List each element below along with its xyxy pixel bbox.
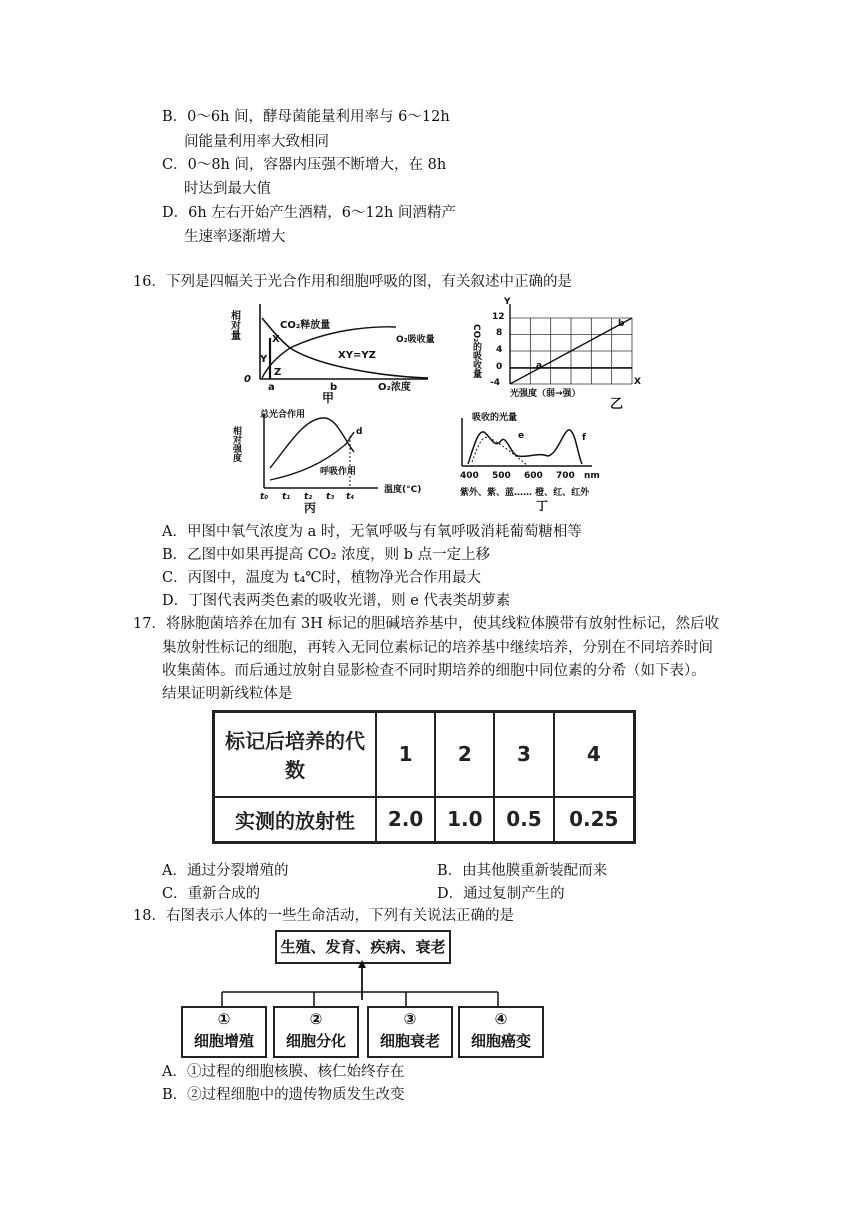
q18-connectors [170, 960, 550, 1010]
box-canceration [458, 1006, 544, 1058]
yi-ytick-12: 12 [492, 312, 505, 322]
fig-jia-ylabel: 相对量 [228, 310, 240, 340]
bing-total-label: 总光合作用 [260, 410, 306, 420]
bing-t3: t₃ [326, 492, 335, 502]
bing-t0: t₀ [260, 492, 269, 502]
box-proliferation [181, 1006, 267, 1058]
yi-ytick-neg4: -4 [490, 378, 500, 388]
q17-option-b: B．由其他膜重新装配而来 [437, 863, 608, 879]
yi-y-axis: Y [504, 297, 511, 307]
radioactivity-table [212, 710, 636, 844]
q15-option-c-line2: 时达到最大值 [184, 181, 271, 197]
q15-option-b-line1: B．0～6h 间，酵母菌能量利用率与 6～12h [162, 109, 450, 125]
table-row1-head: 标记后培养的代数 [214, 712, 377, 797]
bing-pt-d: d [356, 427, 363, 437]
box-num: ④ [494, 1010, 508, 1028]
tick-a: a [268, 382, 275, 393]
bing-t4: t₄ [346, 492, 355, 502]
q15-option-d-line2: 生速率逐渐增大 [184, 229, 286, 245]
q15-option-d-line1: D．6h 左右开始产生酒精，6～12h 间酒精产 [162, 205, 456, 221]
bing-t1: t₁ [282, 492, 291, 502]
q17-option-c: C．重新合成的 [162, 886, 261, 902]
ding-pt-f: f [582, 433, 586, 443]
box-senescence [367, 1006, 453, 1058]
yi-xlabel: 光强度（弱→强） [510, 389, 581, 399]
table-cell: 3 [494, 712, 553, 797]
ding-xtick-500: 500 [492, 471, 511, 481]
ding-xtick-700: 700 [556, 471, 575, 481]
fig-jia [229, 304, 435, 405]
q16-option-b: B．乙图中如果再提高 CO₂ 浓度，则 b 点一定上移 [162, 547, 491, 563]
q17-option-a: A．通过分裂增殖的 [162, 863, 289, 879]
q17-stem-1: 17．将脉胞菌培养在加有 3H 标记的胆碱培养基中，使其线粒体膜带有放射性标记，然后收 [133, 616, 720, 632]
q16-figures [228, 296, 658, 514]
co2-label: CO₂释放量 [280, 320, 331, 331]
ding-xtick-nm: nm [584, 471, 600, 481]
o2-uptake-curve [262, 327, 396, 378]
table-row [214, 797, 635, 843]
q17-stem-3: 收集菌体。而后通过放射自显影检查不同时期培养的细胞中同位素的分希（如下表）。 [162, 663, 706, 679]
table-cell: 1 [376, 712, 435, 797]
tick-b: b [330, 382, 338, 393]
fig-yi [471, 297, 641, 412]
ding-xtick-600: 600 [524, 471, 543, 481]
q18-option-a: A．①过程的细胞核膜、核仁始终存在 [162, 1064, 405, 1080]
table-row [214, 712, 635, 797]
table-cell: 4 [554, 712, 635, 797]
q17-stem-2: 集放射性标记的细胞，再转入无同位素标记的培养基中继续培养，分别在不同培养时间 [162, 640, 713, 656]
bing-resp-label: 呼吸作用 [320, 467, 357, 477]
pt-z: Z [274, 367, 282, 378]
box-num: ① [217, 1010, 231, 1028]
ding-curve-f [468, 430, 582, 464]
box-differentiation [273, 1006, 359, 1058]
table-cell: 0.5 [494, 797, 553, 843]
q16-option-a: A．甲图中氧气浓度为 a 时，无氧呼吸与有氧呼吸消耗葡萄糖相等 [162, 524, 582, 540]
box-num: ③ [403, 1010, 417, 1028]
yi-pt-a: a [536, 361, 543, 371]
box-label: 细胞衰老 [379, 1032, 440, 1050]
yi-pt-b: b [618, 319, 625, 329]
q16-option-c: C．丙图中，温度为 t₄℃时，植物净光合作用最大 [162, 570, 482, 586]
x-label: O₂浓度 [378, 382, 411, 393]
box-label: 细胞癌变 [470, 1032, 531, 1050]
ding-spectrum: 紫外、紫、蓝…… 橙、红、红外 [460, 488, 590, 498]
yi-ytick-0: 0 [496, 362, 503, 372]
caption-ding: 丁 [536, 499, 549, 513]
box-label: 细胞分化 [285, 1032, 346, 1050]
bing-t2: t₂ [304, 492, 313, 502]
table-cell: 1.0 [435, 797, 494, 843]
box-label: 细胞增殖 [193, 1032, 254, 1050]
q18-option-b: B．②过程细胞中的遗传物质发生改变 [162, 1087, 405, 1103]
q17-stem-4: 结果证明新线粒体是 [162, 686, 293, 702]
caption-bing: 丙 [304, 501, 317, 514]
q15-option-b-line2: 间能量利用率大致相同 [184, 134, 329, 150]
total-photosynthesis-curve [270, 418, 354, 468]
table-cell: 2.0 [376, 797, 435, 843]
ding-pt-e: e [518, 431, 525, 441]
ding-title: 吸收的光量 [472, 413, 518, 423]
yi-ytick-8: 8 [496, 328, 503, 338]
q15-option-c-line1: C．0～8h 间，容器内压强不断增大，在 8h [162, 157, 447, 173]
eq-label: XY=YZ [338, 350, 376, 361]
q16-stem: 16．下列是四幅关于光合作用和细胞呼吸的图，有关叙述中正确的是 [133, 274, 572, 290]
bing-xlabel: 温度(°C) [384, 485, 422, 495]
tick-0: 0 [244, 374, 251, 385]
pt-y: Y [260, 354, 268, 365]
table-row2-head: 实测的放射性 [214, 797, 377, 843]
ding-xtick-400: 400 [460, 471, 479, 481]
caption-jia: 甲 [322, 391, 335, 405]
fig-ding [460, 411, 600, 513]
box-num: ② [309, 1010, 323, 1028]
table-cell: 0.25 [554, 797, 635, 843]
q17-option-d: D．通过复制产生的 [437, 886, 565, 902]
top-box: 生殖、发育、疾病、衰老 [275, 930, 451, 964]
yi-x-axis: X [634, 377, 641, 387]
o2-label: O₂吸收量 [396, 335, 435, 345]
table-cell: 2 [435, 712, 494, 797]
q16-option-d: D．丁图代表两类色素的吸收光谱，则 e 代表类胡萝素 [162, 593, 511, 609]
pt-x: X [272, 334, 280, 345]
yi-ytick-4: 4 [496, 345, 503, 355]
fig-bing [231, 408, 421, 514]
q18-stem: 18．右图表示人体的一些生命活动，下列有关说法正确的是 [133, 908, 514, 924]
bing-ylabel: 相对强度 [231, 426, 241, 462]
yi-ylabel: CO₂的吸收量 [471, 324, 481, 379]
caption-yi: 乙 [610, 397, 624, 412]
